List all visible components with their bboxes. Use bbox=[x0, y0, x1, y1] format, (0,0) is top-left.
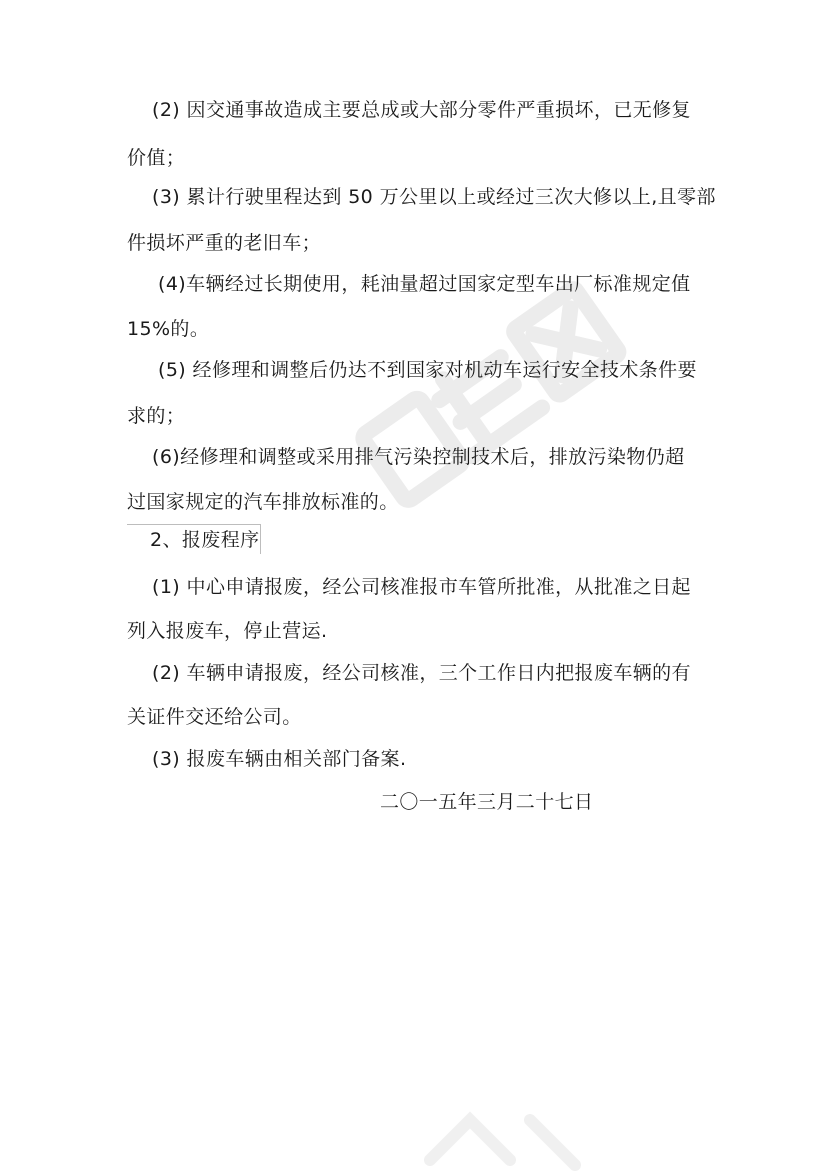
watermark-stamp-icon bbox=[330, 260, 660, 560]
procedure-1-line-1: (1) 中心申请报废，经公司核准报市车管所批准，从批准之日起 bbox=[152, 576, 691, 598]
paragraph-2-line-2: 价值； bbox=[127, 147, 186, 169]
paragraph-3-line-1: (3) 累计行驶里程达到 50 万公里以上或经过三次大修以上,且零部 bbox=[152, 186, 716, 208]
procedure-2-line-1: (2) 车辆申请报废，经公司核准，三个工作日内把报废车辆的有 bbox=[152, 662, 691, 684]
paragraph-2-line-1: (2) 因交通事故造成主要总成或大部分零件严重损坏，已无修复 bbox=[152, 99, 691, 121]
paragraph-4-line-1: (4)车辆经过长期使用，耗油量超过国家定型车出厂标准规定值 bbox=[158, 273, 691, 295]
paragraph-6-line-1: (6)经修理和调整或采用排气污染控制技术后，排放污染物仍超 bbox=[152, 446, 685, 468]
procedure-1-line-2: 列入报废车，停止营运. bbox=[127, 620, 328, 642]
procedure-3-line-1: (3) 报废车辆由相关部门备案. bbox=[152, 748, 407, 770]
paragraph-5-line-2: 求的； bbox=[127, 405, 186, 427]
paragraph-3-line-2: 件损坏严重的老旧车； bbox=[127, 232, 322, 254]
paragraph-6-line-2: 过国家规定的汽车排放标准的。 bbox=[127, 491, 399, 513]
section-heading-box bbox=[127, 524, 261, 554]
watermark-stamp-icon-bottom bbox=[400, 1090, 600, 1174]
document-date: 二〇一五年三月二十七日 bbox=[380, 791, 594, 813]
paragraph-5-line-1: (5) 经修理和调整后仍达不到国家对机动车运行安全技术条件要 bbox=[158, 359, 697, 381]
paragraph-4-line-2: 15%的。 bbox=[127, 318, 210, 340]
section-heading: 2、报废程序 bbox=[150, 529, 260, 551]
procedure-2-line-2: 关证件交还给公司。 bbox=[127, 706, 302, 728]
